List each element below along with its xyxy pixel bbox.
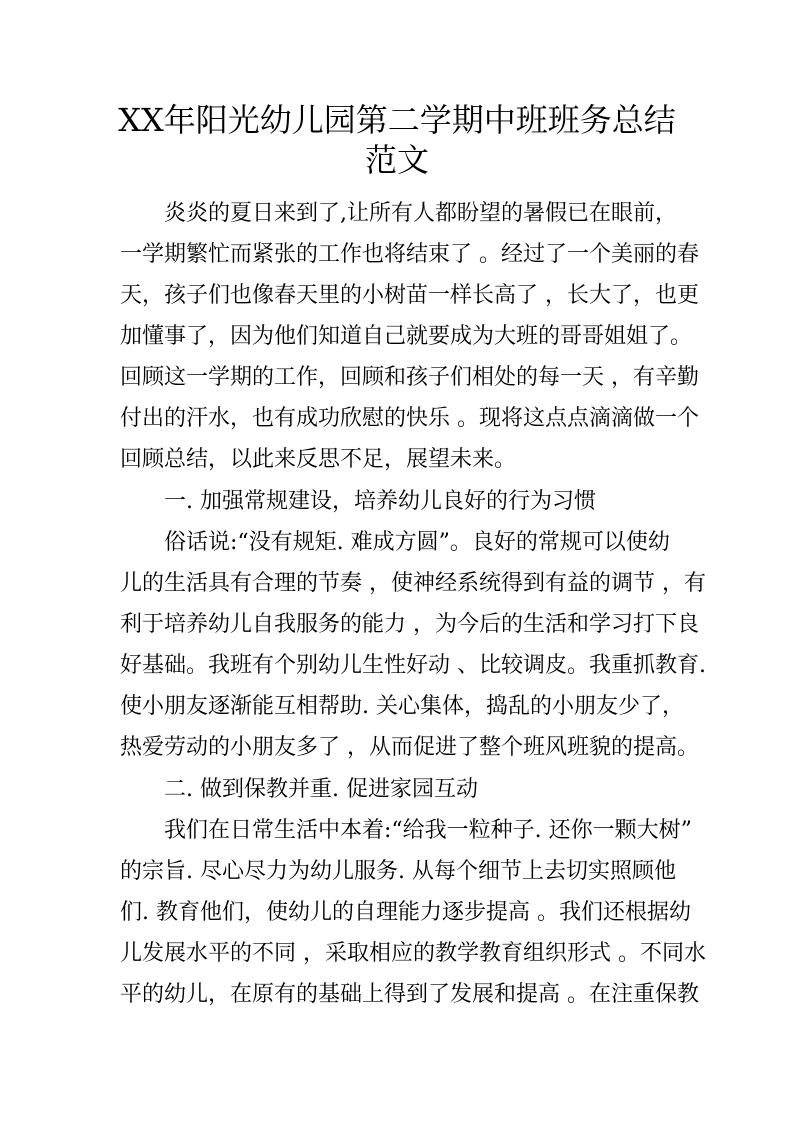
paragraph-line: 天，孩子们也像春天里的小树苗一样长高了 ，长大了，也更	[120, 283, 699, 308]
paragraph-line: 回顾这一学期的工作，回顾和孩子们相处的每一天 ，有辛勤	[120, 365, 699, 390]
paragraph-line: 使小朋友逐渐能互相帮助. 关心集体，捣乱的小朋友少了，	[120, 694, 684, 719]
paragraph-line: 儿的生活具有合理的节奏 ，使神经系统得到有益的调节 ，有	[120, 571, 706, 596]
paragraph-line: 俗话说:“没有规矩. 难成方圆”。良好的常规可以使幼	[164, 530, 670, 555]
section-heading-1: 一. 加强常规建设，培养幼儿良好的行为习惯	[164, 489, 596, 514]
paragraph-line: 利于培养幼儿自我服务的能力 ，为今后的生活和学习打下良	[120, 612, 699, 637]
document-title-line-1: XX年阳光幼儿园第二学期中班班务总结	[118, 101, 676, 139]
paragraph-line: 回顾总结，以此来反思不足，展望未来。	[120, 447, 517, 472]
paragraph-line: 一学期繁忙而紧张的工作也将结束了 。经过了一个美丽的春	[120, 242, 699, 267]
paragraph-line: 热爱劳动的小朋友多了 ，从而促进了整个班风班貌的提高。	[120, 735, 699, 760]
paragraph-line: 儿发展水平的不同 ，采取相应的教学教育组织形式 。不同水	[120, 941, 706, 966]
document-title-line-2: 范文	[364, 141, 429, 179]
paragraph-line: 平的幼儿，在原有的基础上得到了发展和提高 。在注重保教	[120, 982, 699, 1007]
paragraph-line: 付出的汗水，也有成功欣慰的快乐 。现将这点点滴滴做一个	[120, 406, 699, 431]
paragraph-line: 的宗旨. 尽心尽力为幼儿服务. 从每个细节上去切实照顾他	[120, 859, 676, 884]
paragraph-line: 加懂事了，因为他们知道自己就要成为大班的哥哥姐姐了。	[120, 324, 693, 349]
section-heading-2: 二. 做到保教并重. 促进家园互动	[164, 777, 478, 802]
paragraph-line: 我们在日常生活中本着:“给我一粒种子. 还你一颗大树”	[164, 818, 692, 843]
paragraph-line: 们. 教育他们，使幼儿的自理能力逐步提高 。我们还根据幼	[120, 900, 691, 925]
paragraph-line: 炎炎的夏日来到了,让所有人都盼望的暑假已在眼前，	[164, 201, 677, 226]
paragraph-line: 好基础。我班有个别幼儿生性好动 、比较调皮。我重抓教育.	[120, 653, 706, 678]
